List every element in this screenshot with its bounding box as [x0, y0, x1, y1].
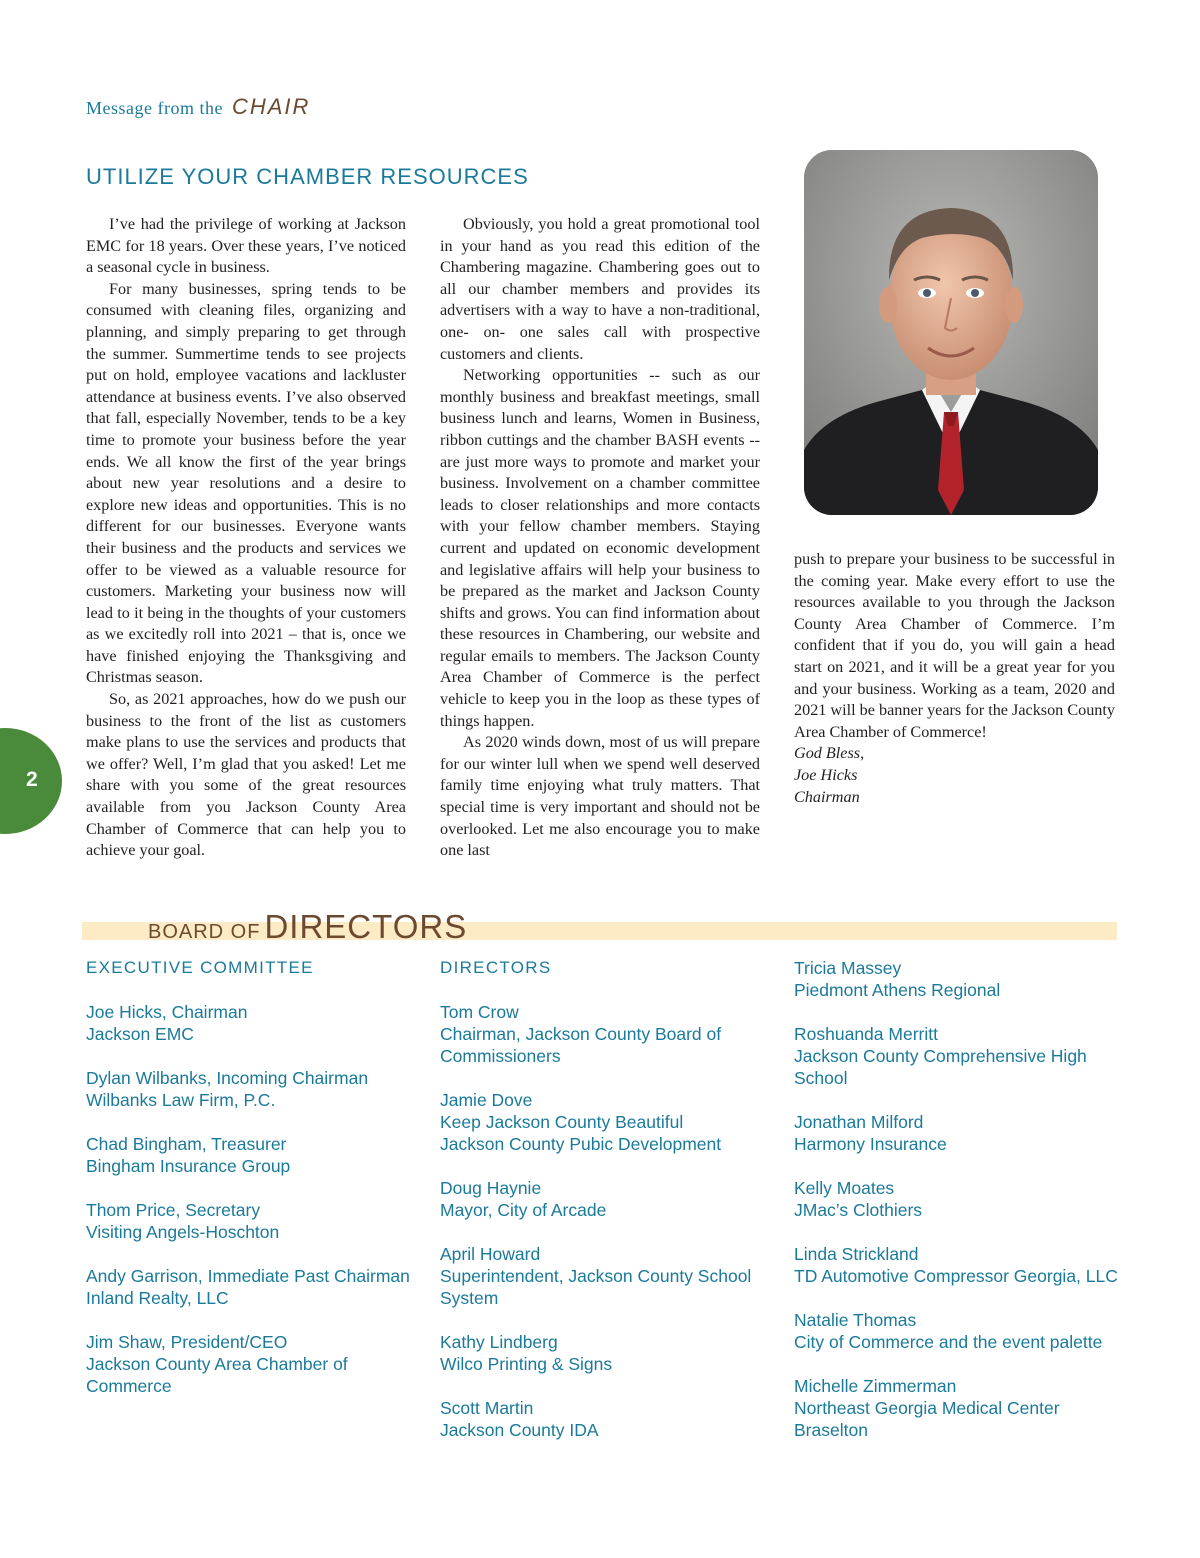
signoff [794, 743, 1115, 808]
article-column-3 [794, 549, 1115, 808]
member-org: Visiting Angels-Hoschton [86, 1222, 280, 1242]
portrait-photo-icon [804, 150, 1098, 515]
signoff-greeting: God Bless, [794, 744, 865, 763]
member-org: Chairman, Jackson County Board of [440, 1024, 722, 1044]
board-member [440, 1397, 760, 1441]
board-member [440, 1331, 760, 1375]
directors-list-continued [794, 957, 1124, 1463]
board-member [440, 1243, 760, 1309]
member-org: City of Commerce and the event palette [794, 1332, 1103, 1352]
member-name: Natalie Thomas [794, 1310, 917, 1330]
member-org: Jackson County Area Chamber of [86, 1354, 348, 1374]
member-org: Wilbanks Law Firm, P.C. [86, 1090, 276, 1110]
article-paragraph: As 2020 winds down, most of us will prepare for our winter lull when we spend well deserved family time enjoying what truly matters. That special time is very important and should not be overlooked. Let me also encourage you to make one last [440, 733, 760, 860]
member-org: Wilco Printing & Signs [440, 1354, 613, 1374]
board-member [440, 1001, 760, 1067]
board-member [794, 1111, 1124, 1155]
member-name: Kelly Moates [794, 1178, 895, 1198]
board-member [86, 1199, 421, 1243]
board-of-directors-title [148, 908, 467, 946]
member-org: JMac’s Clothiers [794, 1200, 923, 1220]
member-name: April Howard [440, 1244, 541, 1264]
member-name: Dylan Wilbanks, Incoming Chairman [86, 1068, 369, 1088]
board-member [794, 1023, 1124, 1089]
member-name: Jim Shaw, President/CEO [86, 1332, 288, 1352]
member-org: Harmony Insurance [794, 1134, 947, 1154]
member-org: Commerce [86, 1376, 172, 1396]
member-org: Keep Jackson County Beautiful [440, 1112, 684, 1132]
section-kicker [86, 94, 310, 120]
member-name: Jamie Dove [440, 1090, 533, 1110]
member-name: Scott Martin [440, 1398, 534, 1418]
member-name: Kathy Lindberg [440, 1332, 558, 1352]
member-org: Commissioners [440, 1046, 561, 1066]
article-paragraph: push to prepare your business to be successful in the coming year. Make every effort to use the resources available to you through the Jackson County Area Chamber of Commerce. I’m confident that if you do, you will gain a head start on 2021, and it will be a great year for you and your business. Working as a team, 2020 and 2021 will be banner years for the Jackson County Area Chamber of Commerce! [794, 550, 1115, 741]
board-member [794, 957, 1124, 1001]
member-name: Linda Strickland [794, 1244, 919, 1264]
directors-list [440, 957, 760, 1463]
kicker-emphasis: CHAIR [231, 94, 311, 119]
member-org: Northeast Georgia Medical Center [794, 1398, 1060, 1418]
member-name: Roshuanda Merritt [794, 1024, 938, 1044]
board-member [440, 1177, 760, 1221]
member-name: Chad Bingham, Treasurer [86, 1134, 287, 1154]
member-name: Jonathan Milford [794, 1112, 924, 1132]
member-org: Jackson EMC [86, 1024, 194, 1044]
article-paragraph: I’ve had the privilege of working at Jackson EMC for 18 years. Over these years, I’ve noticed a seasonal cycle in business. [86, 215, 406, 277]
member-org: Mayor, City of Arcade [440, 1200, 607, 1220]
board-member [86, 1265, 421, 1309]
board-member [794, 1309, 1124, 1353]
chairman-portrait [804, 150, 1098, 515]
member-org: Bingham Insurance Group [86, 1156, 291, 1176]
article-paragraph: So, as 2021 approaches, how do we push our business to the front of the list as customers make plans to use the services and products that we offer? Well, I’m glad that you asked! Let me share with you some of the great resources available from you Jackson County Area Chamber of Commerce that can help you to achieve your goal. [86, 690, 406, 860]
member-org: Jackson County Pubic Development [440, 1134, 722, 1154]
article-headline: UTILIZE YOUR CHAMBER RESOURCES [86, 164, 529, 189]
signoff-title: Chairman [794, 787, 860, 806]
member-org: School [794, 1068, 848, 1088]
member-org: Jackson County Comprehensive High [794, 1046, 1087, 1066]
member-name: Tom Crow [440, 1002, 519, 1022]
member-org: Superintendent, Jackson County School [440, 1266, 752, 1286]
member-name: Michelle Zimmerman [794, 1376, 957, 1396]
executive-committee-heading: EXECUTIVE COMMITTEE [86, 958, 314, 977]
article-column-2 [440, 214, 760, 862]
board-member [86, 1133, 421, 1177]
article-paragraph: Networking opportunities -- such as our monthly business and breakfast meetings, small business lunch and learns, Women in Business, ribbon cuttings and the chamber BASH events -- are just more ways to promote and market your business. Involvement on a chamber committee leads to closer relationships and more contacts with your fellow chamber members. Staying current and updated on economic development and legislative affairs will help your business to be prepared as the market and Jackson County shifts and grows. You can find information about these resources in Chambering, our website and regular emails to members. The Jackson County Area Chamber of Commerce is the perfect vehicle to keep you in the loop as these types of things happen. [440, 366, 760, 730]
member-org: Piedmont Athens Regional [794, 980, 1001, 1000]
member-name: Joe Hicks, Chairman [86, 1002, 248, 1022]
directors-heading: DIRECTORS [440, 958, 552, 977]
article-paragraph: For many businesses, spring tends to be consumed with cleaning files, organizing and planning, and simply preparing to get through the summer. Summertime tends to see projects put on hold, employee vacations and lackluster attendance at business events. I’ve also observed that fall, especially November, tends to be a key time to promote your business before the year ends. We all know the first of the year brings about new year resolutions and a desire to explore new ideas and opportunities. This is no different for our businesses. Everyone wants their business and the products and services we offer to be viewed as a valuable resource for customers. Marketing your business now will lead to it being in the thoughts of your customers as we excitedly roll into 2021 – that is, once we have finished enjoying the Thanksgiving and Christmas season. [86, 279, 406, 687]
board-member [794, 1375, 1124, 1441]
kicker-prefix: Message from the [86, 98, 223, 118]
member-name: Thom Price, Secretary [86, 1200, 261, 1220]
board-title-big: DIRECTORS [264, 908, 468, 945]
board-member [86, 1331, 421, 1397]
board-member [440, 1089, 760, 1155]
member-org: System [440, 1288, 499, 1308]
member-org: TD Automotive Compressor Georgia, LLC [794, 1266, 1118, 1286]
article-column-1 [86, 214, 406, 862]
member-org: Braselton [794, 1420, 868, 1440]
member-name: Andy Garrison, Immediate Past Chairman [86, 1266, 410, 1286]
article-paragraph: Obviously, you hold a great promotional tool in your hand as you read this edition of the Chambering magazine. Chambering goes out to all our chamber members and provides its advertisers with a way to have a non-traditional, one- on- one sales call with prospective customers and clients. [440, 215, 760, 363]
executive-committee-list [86, 957, 421, 1419]
signoff-name: Joe Hicks [794, 765, 858, 784]
member-org: Jackson County IDA [440, 1420, 599, 1440]
board-member [794, 1243, 1124, 1287]
member-name: Tricia Massey [794, 958, 902, 978]
board-member [794, 1177, 1124, 1221]
board-member [86, 1067, 421, 1111]
page-number: 2 [26, 768, 38, 791]
board-member [86, 1001, 421, 1045]
member-name: Doug Haynie [440, 1178, 542, 1198]
member-org: Inland Realty, LLC [86, 1288, 229, 1308]
board-title-small: BOARD OF [148, 921, 261, 943]
